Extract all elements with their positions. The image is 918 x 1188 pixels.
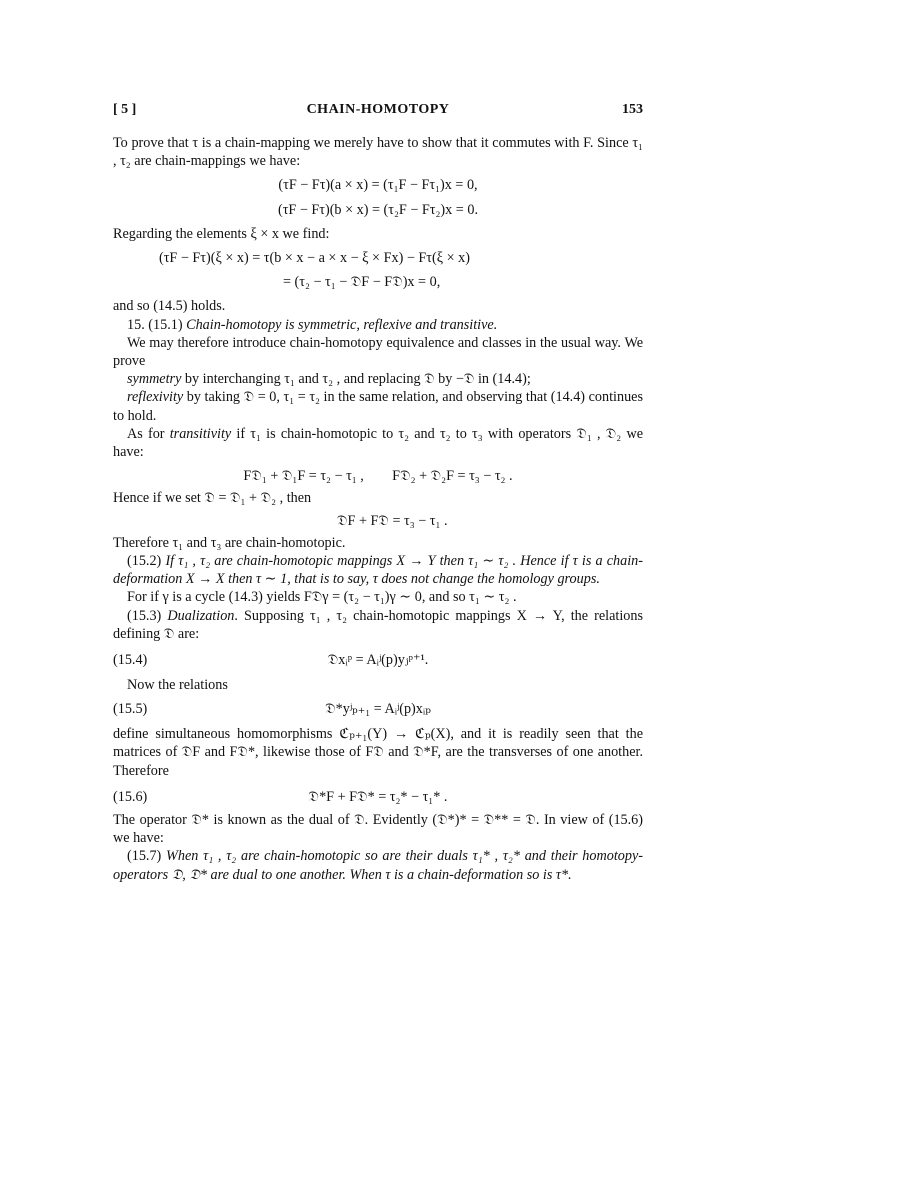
page-number: 153: [622, 102, 643, 117]
equation-body: 𝔇*yʲₚ₊₁ = Aᵢʲ(p)xᵢₚ: [325, 701, 431, 718]
paragraph-now: Now the relations: [127, 677, 228, 694]
equation-15-6: [113, 788, 643, 807]
theorem-statement: Chain-homotopy is symmetric, reflexive and transitive.: [186, 316, 498, 333]
paragraph-regarding: Regarding the elements ξ × x we find:: [113, 225, 330, 242]
running-header: [113, 98, 643, 122]
paragraph-holds: and so (14.5) holds.: [113, 298, 226, 315]
theorem-15-7: [113, 847, 643, 883]
equation-body: 𝔇*F + F𝔇* = τ₂* − τ₁* .: [308, 788, 448, 805]
term-symmetry: symmetry: [127, 371, 182, 388]
equation-1: (τF − Fτ)(a × x) = (τ₁F − Fτ₁)x = 0,: [278, 177, 478, 194]
term-transitivity: transitivity: [169, 425, 232, 442]
paragraph-dual: The operator 𝔇* is known as the dual of 𝔇. Evidently (𝔇*)* = 𝔇** = 𝔇. In view of (15.6) we have:: [113, 811, 643, 847]
paragraph-define: define simultaneous homomorphisms ℭₚ₊₁(Y) → ℭₚ(X), and it is readily seen that the matrices of 𝔇F and F𝔇*, likewise those of F𝔇 and 𝔇*F, are the transverses of one another. Therefore: [113, 726, 643, 779]
paragraph-transitivity: As for transitivity if τ₁ is chain-homotopic to τ₂ and τ₂ to τ₃ with operators 𝔇₁ , 𝔇₂ we have:: [113, 425, 643, 461]
paragraph-reflexivity: reflexivity by taking 𝔇 = 0, τ₁ = τ₂ in the same relation, and observing that (14.4) continues to hold.: [113, 389, 643, 424]
term-reflexivity: reflexivity: [127, 389, 184, 406]
theorem-number: (15.7): [127, 848, 167, 865]
theorem-15-2: [113, 552, 643, 588]
theorem-number: (15.3): [127, 607, 168, 624]
theorem-number: 15. (15.1): [127, 316, 187, 333]
paragraph-hence: Hence if we set 𝔇 = 𝔇₁ + 𝔇₂ , then: [113, 490, 312, 507]
theorem-15-1: [113, 316, 643, 334]
theorem-15-3: (15.3) Dualization. Supposing τ₁ , τ₂ chain-homotopic mappings X → Y, the relations defining 𝔇 are:: [113, 607, 643, 642]
equation-label: (15.4): [113, 652, 148, 669]
chapter-number: [ 5 ]: [113, 102, 137, 117]
book-page: [113, 98, 643, 884]
paragraph-cycle: For if γ is a cycle (14.3) yields F𝔇γ = (τ₂ − τ₁)γ ∼ 0, and so τ₁ ∼ τ₂ .: [127, 589, 517, 606]
paragraph-therefore: Therefore τ₁ and τ₃ are chain-homotopic.: [113, 534, 346, 551]
equation-label: (15.5): [113, 701, 148, 718]
equation-3a: (τF − Fτ)(ξ × x) = τ(b × x − a × x − ξ × Fx) − Fτ(ξ × x): [159, 250, 470, 267]
equation-15-4: [113, 651, 643, 670]
equation-2: (τF − Fτ)(b × x) = (τ₂F − Fτ₂)x = 0.: [277, 201, 478, 218]
equation-body: 𝔇xᵢᵖ = Aᵢʲ(p)yⱼᵖ⁺¹.: [327, 652, 429, 669]
paragraph-proof-intro: To prove that τ is a chain-mapping we merely have to show that it commutes with F. Since τ₁ , τ₂ are chain-mappings we have:: [113, 135, 643, 170]
equation-15-5: [113, 700, 643, 719]
theorem-number: (15.2): [127, 553, 166, 570]
theorem-statement: When τ₁ , τ₂ are chain-homotopic so are their duals τ₁* , τ₂* and their homotopy-operators 𝔇, 𝔇* are dual to one another. When τ is a chain-deformation so is τ*.: [113, 848, 643, 883]
paragraph-equivalence: We may therefore introduce chain-homotopy equivalence and classes in the usual way. We prove: [113, 334, 643, 370]
equation-label: (15.6): [113, 788, 148, 805]
equation-4: F𝔇₁ + 𝔇₁F = τ₂ − τ₁ , F𝔇₂ + 𝔇₂F = τ₃ − τ₂ .: [243, 468, 513, 485]
paragraph-symmetry: symmetry by interchanging τ₁ and τ₂ , and replacing 𝔇 by −𝔇 in (14.4);: [127, 371, 531, 388]
running-title: CHAIN-HOMOTOPY: [306, 102, 450, 117]
equation-3b: = (τ₂ − τ₁ − 𝔇F − F𝔇)x = 0,: [283, 274, 441, 291]
theorem-statement: If τ₁ , τ₂ are chain-homotopic mappings X → Y then τ₁ ∼ τ₂ . Hence if τ is a chain-deformation X → X then τ ∼ 1, that is to say, τ does not change the homology groups.: [113, 553, 643, 588]
term-dualization: Dualization: [167, 607, 235, 624]
equation-5: 𝔇F + F𝔇 = τ₃ − τ₁ .: [337, 512, 448, 529]
